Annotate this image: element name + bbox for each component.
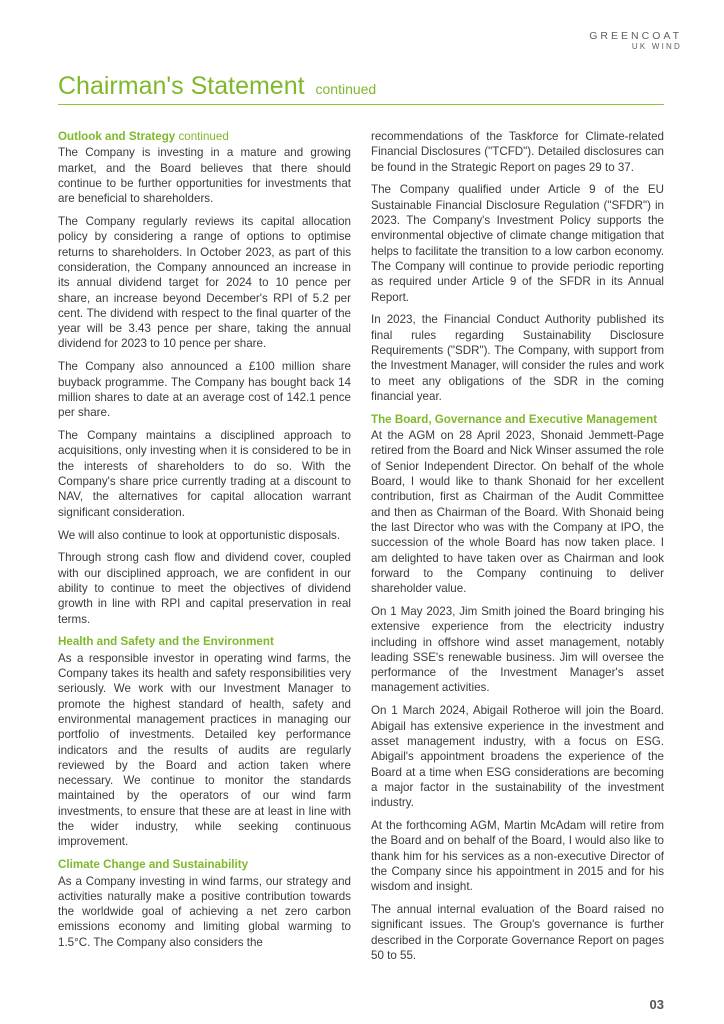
page-title-text: Chairman's Statement [58,72,305,100]
paragraph: The Company regularly reviews its capital allocation policy by considering a range of options to optimise returns to shareholders. In October 2023, as part of this consideration, the Company announced an increase in its annual dividend target for 2024 to 10 pence per share, an increase beyond December's RPI of 5.2 per cent. The dividend with respect to the final quarter of the year will be 3.43 pence per share, taking the annual dividend for 2023 to 10 pence per share. [58,215,351,351]
section-heading-climate: Climate Change and Sustainability [58,858,249,872]
paragraph: The Company is investing in a mature and growing market, and the Board believes that there should continue to be further opportunities for investments that are beneficial to shareholders. [58,146,351,206]
paragraph: At the forthcoming AGM, Martin McAdam will retire from the Board and on behalf of the Board, I would also like to thank him for his services as a non-executive Director of the Company since his appointment in 2015 and for his wisdom and insight. [371,819,664,894]
section-heading-health-safety: Health and Safety and the Environment [58,635,274,649]
paragraph: recommendations of the Taskforce for Climate-related Financial Disclosures ("TCFD"). Detailed disclosures can be found in the Strategic Report on pages 29 to 37. [371,130,664,174]
section-heading-board-governance: The Board, Governance and Executive Management [371,412,658,426]
paragraph: On 1 March 2024, Abigail Rotheroe will join the Board. Abigail has extensive experience in the investment and asset management industry, with a focus on ESG. Abigail's appointment broadens the experience of the Board at a time when ESG considerations are becoming a major factor in the sustainability of the investment industry. [371,704,664,810]
page-title [58,72,376,101]
paragraph: In 2023, the Financial Conduct Authority published its final rules regarding Sustainability Disclosure Requirements ("SDR"). The Company, with support from the Investment Manager, will consider the rules and work to meet any obligations of the SDR in the coming financial year. [371,313,664,403]
paragraph: The Company maintains a disciplined approach to acquisitions, only investing when it is considered to be in the interests of shareholders to do so. With the Company's share price currently trading at a discount to NAV, the alternatives for capital allocation warrant significant consideration. [58,429,351,519]
left-column [58,129,351,958]
paragraph: At the AGM on 28 April 2023, Shonaid Jemmett-Page retired from the Board and Nick Winser assumed the role of Senior Independent Director. On behalf of the whole Board, I would like to thank Shonaid for her excellent contribution, first as Chairman of the Audit Committee and then as Chairman of the Board. With Shonaid being the last Director who was with the Company at IPO, the succession of the whole Board has now taken place. I am delighted to have taken over as Chairman and look forward to the Company continuing to deliver shareholder value. [371,429,664,596]
paragraph: As a responsible investor in operating wind farms, the Company takes its health and safety responsibilities very seriously. We work with our Investment Manager to promote the highest standard of health, safety and environmental management practices in managing our portfolio of investments. Detailed key performance indicators and the results of audits are regularly reviewed by the Board and action taken where necessary. We continue to monitor the standards maintained by the operators of our wind farm investments, to ensure that these are at least in line with the wider industry, while seeking continuous improvement. [58,651,351,849]
paragraph: The Company qualified under Article 9 of the EU Sustainable Financial Disclosure Regulation ("SFDR") in 2023. The Company's Investment Policy supports the environmental objective of climate change mitigation that helps to facilitate the transition to a low carbon economy. The Company will continue to provide periodic reporting as required under Article 9 of the SFDR in its Annual Report. [371,183,664,304]
title-divider [58,104,664,105]
page-number: 03 [649,997,664,1012]
section-heading-text: Outlook and Strategy [58,130,176,143]
greencoat-logo [547,26,682,58]
logo-wordmark: GREENCOAT [589,30,682,42]
section-heading-continued: continued [178,130,229,143]
paragraph: We will also continue to look at opportunistic disposals. [58,528,341,542]
paragraph: The Company also announced a £100 million share buyback programme. The Company has bought back 14 million shares to date at an average cost of 142.1 pence per share. [58,360,351,420]
right-column [371,129,664,971]
section-heading-outlook [58,129,351,144]
paragraph: As a Company investing in wind farms, our strategy and activities naturally make a positive contribution towards the worldwide goal of achieving a net zero carbon emissions economy and limiting global warming to 1.5°C. The Company also considers the [58,874,351,949]
paragraph: On 1 May 2023, Jim Smith joined the Board bringing his extensive experience from the electricity industry including in offshore wind asset management, notably leading SSE's renewable business. Jim will oversee the performance of the Investment Manager's asset management activities. [371,604,664,695]
paragraph: The annual internal evaluation of the Board raised no significant issues. The Group's governance is further described in the Corporate Governance Report on pages 50 to 55. [371,903,664,962]
paragraph: Through strong cash flow and dividend cover, coupled with our disciplined approach, we are confident in our ability to continue to meet the objectives of dividend growth in line with RPI and capital preservation in real terms. [58,551,351,626]
page-title-continued: continued [315,81,377,97]
logo-subtitle: UK WIND [631,42,682,51]
